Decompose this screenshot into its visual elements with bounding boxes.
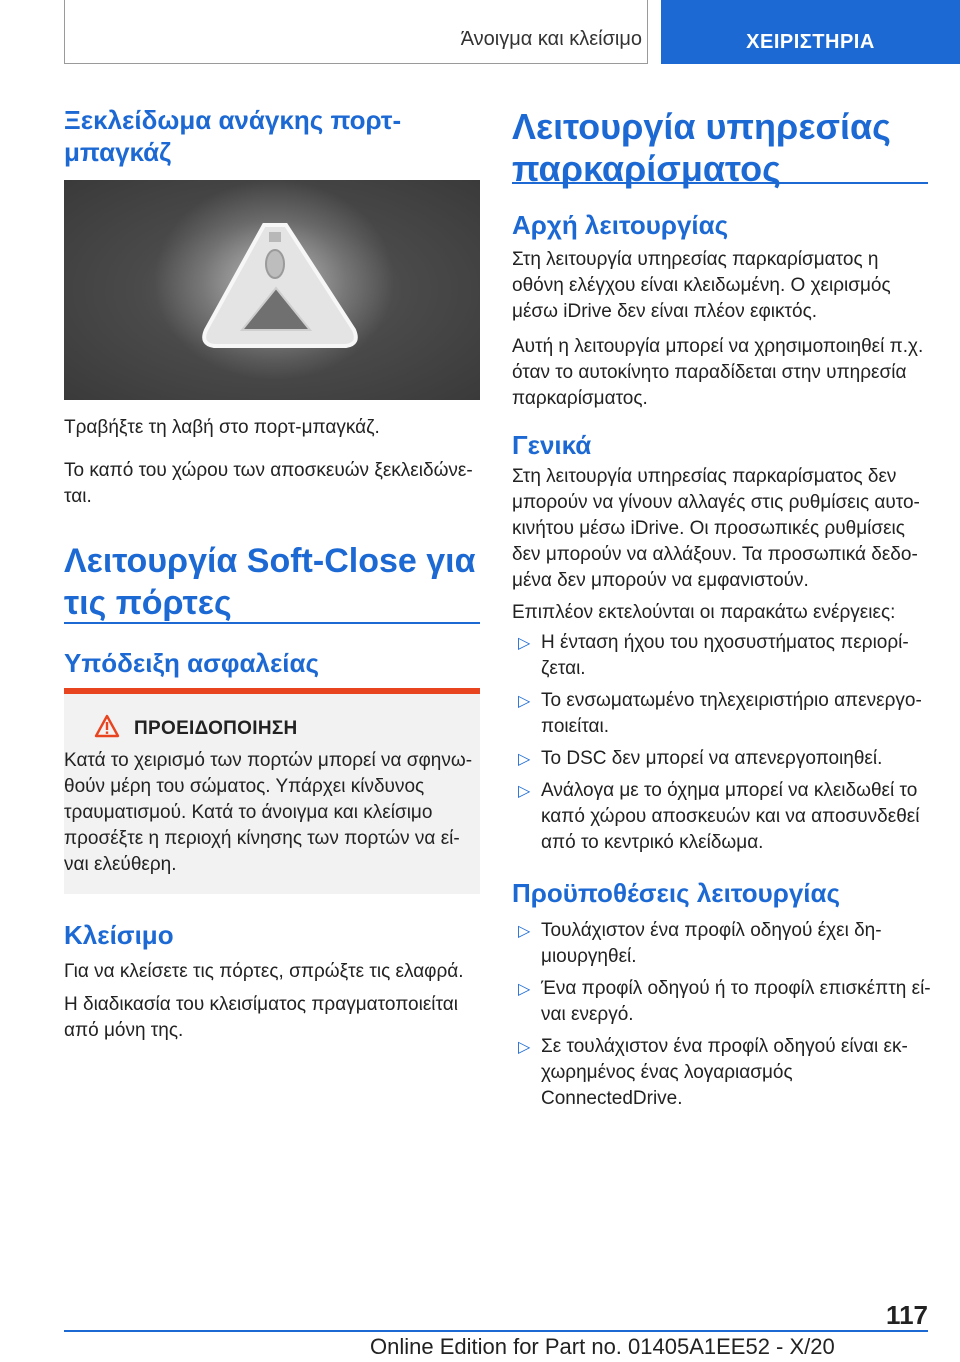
- chapter-tab[interactable]: ΧΕΙΡΙΣΤΗΡΙΑ: [661, 0, 960, 64]
- warning-line: προσέξτε η περιοχή κίνησης των πορτών να εί-: [64, 828, 460, 849]
- list-item: [541, 976, 933, 1028]
- bullet-arrow-icon: ▷: [518, 751, 531, 768]
- bullet-arrow-icon: ▷: [518, 693, 531, 710]
- heading-principle: Αρχή λειτουργίας: [512, 210, 729, 240]
- title-rule: [512, 182, 928, 184]
- principle-paragraph-2: [512, 334, 932, 412]
- text-line: Αυτή η λειτουργία μπορεί να χρησιμοποιηθεί π.χ.: [512, 336, 924, 357]
- heading-closing: Κλείσιμο: [64, 920, 174, 950]
- handle-icon: [64, 180, 480, 400]
- principle-paragraph: [512, 247, 932, 325]
- title-soft-close: Λειτουργία Soft-Close για τις πόρτες: [64, 542, 476, 622]
- paragraph-lid-unlocks: Το καπό του χώρου των αποσκευών ξεκλειδώνε- ται.: [64, 460, 473, 507]
- warning-line: Κατά το χειρισμό των πορτών μπορεί να σφηνω-: [64, 750, 473, 771]
- text-line: ζεται.: [541, 658, 586, 679]
- warning-line: ναι ελεύθερη.: [64, 854, 177, 875]
- bullet-arrow-icon: ▷: [518, 981, 531, 998]
- heading-general: Γενικά: [512, 430, 592, 460]
- text-line: Σε τουλάχιστον ένα προφίλ οδηγού είναι εκ-: [541, 1036, 908, 1057]
- list-item: [541, 688, 933, 740]
- text-line: μπορούν να γίνουν αλλαγές στις ρυθμίσεις αυτο-: [512, 492, 920, 513]
- text-line: κινήτου μέσω iDrive. Οι προσωπικές ρυθμίσεις: [512, 518, 905, 539]
- text-line: ναι ενεργό.: [541, 1004, 634, 1025]
- text-line: Το ενσωματωμένο τηλεχειριστήριο απενεργο-: [541, 690, 922, 711]
- bullet-arrow-icon: ▷: [518, 783, 531, 800]
- text-line: Στη λειτουργία υπηρεσίας παρκαρίσματος η: [512, 249, 879, 270]
- footer-edition: Online Edition for Part no. 01405A1EE52 - X/20: [370, 1334, 835, 1359]
- bullet-arrow-icon: ▷: [518, 923, 531, 940]
- text-line: Ένα προφίλ οδηγού ή το προφίλ επισκέπτη εί-: [541, 978, 931, 999]
- text-line: από το κεντρικό κλείδωμα.: [541, 832, 764, 853]
- warning-triangle-icon: [94, 714, 120, 738]
- warning-line: θούν μέρη του σώματος. Υπάρχει κίνδυνος: [64, 776, 425, 797]
- text-line: παρκαρίσματος.: [512, 388, 648, 409]
- bullet-arrow-icon: ▷: [518, 635, 531, 652]
- text-line: Τουλάχιστον ένα προφίλ οδηγού έχει δη-: [541, 920, 882, 941]
- text-line: Το DSC δεν μπορεί να απενεργοποιηθεί.: [541, 748, 883, 769]
- text-line: μένα δεν μπορούν να εμφανιστούν.: [512, 570, 809, 591]
- text-line: ConnectedDrive.: [541, 1088, 683, 1109]
- text-line: καπό χώρου αποσκευών και να αποσυνδεθεί: [541, 806, 920, 827]
- warning-box: [64, 694, 480, 894]
- paragraph-closing-auto: Η διαδικασία του κλεισίματος πραγματοποιείται από μόνη της.: [64, 994, 458, 1041]
- paragraph-pull-handle: Τραβήξτε τη λαβή στο πορτ-μπαγκάζ.: [64, 417, 380, 438]
- title-rule: [64, 622, 480, 624]
- page-number: 117: [886, 1300, 928, 1330]
- heading-safety-note: Υπόδειξη ασφαλείας: [64, 648, 320, 678]
- paragraph-closing-push: Για να κλείσετε τις πόρτες, σπρώξτε τις ελαφρά.: [64, 961, 464, 982]
- text-line: Στη λειτουργία υπηρεσίας παρκαρίσματος δεν: [512, 466, 897, 487]
- warning-line: τραυματισμού. Κατά το άνοιγμα και κλείσιμο: [64, 802, 433, 823]
- text-line: οθόνη ελέγχου είναι κλειδωμένη. Ο χειρισμός: [512, 275, 891, 296]
- list-item: [541, 1034, 933, 1112]
- list-item: [541, 746, 933, 772]
- bullet-arrow-icon: ▷: [518, 1039, 531, 1056]
- trunk-handle-photo: [64, 180, 480, 400]
- list-item: [541, 630, 933, 682]
- text-line: δεν μπορούν να αλλάξουν. Τα προσωπικά δεδο-: [512, 544, 918, 565]
- text-line: όταν το αυτοκίνητο παραδίδεται στην υπηρεσία: [512, 362, 907, 383]
- list-item: [541, 778, 933, 856]
- text-line: χωρημένος ένας λογαριασμός: [541, 1062, 793, 1083]
- warning-title: ΠΡΟΕΙΔΟΠΟΙΗΣΗ: [134, 718, 298, 739]
- heading-prerequisites: Προϋποθέσεις λειτουργίας: [512, 878, 841, 908]
- section-title: Άνοιγμα και κλείσιμο: [460, 28, 642, 50]
- footer-rule: [64, 1330, 928, 1332]
- heading-emergency-unlock: Ξεκλείδωμα ανάγκης πορτ- μπαγκάζ: [64, 105, 402, 167]
- list-item: [541, 918, 933, 970]
- text-line: Ανάλογα με το όχημα μπορεί να κλειδωθεί το: [541, 780, 918, 801]
- text-line: μιουργηθεί.: [541, 946, 637, 967]
- text-line: Η ένταση ήχου του ηχοσυστήματος περιορί-: [541, 632, 909, 653]
- text-line: μέσω iDrive δεν είναι πλέον εφικτός.: [512, 301, 818, 322]
- general-paragraph: [512, 464, 932, 594]
- general-extra-actions: Επιπλέον εκτελούνται οι παρακάτω ενέργειες:: [512, 602, 896, 623]
- warning-text: [64, 748, 480, 878]
- text-line: ποιείται.: [541, 716, 610, 737]
- title-valet-mode: Λειτουργία υπηρεσίας παρκαρίσματος: [512, 106, 891, 189]
